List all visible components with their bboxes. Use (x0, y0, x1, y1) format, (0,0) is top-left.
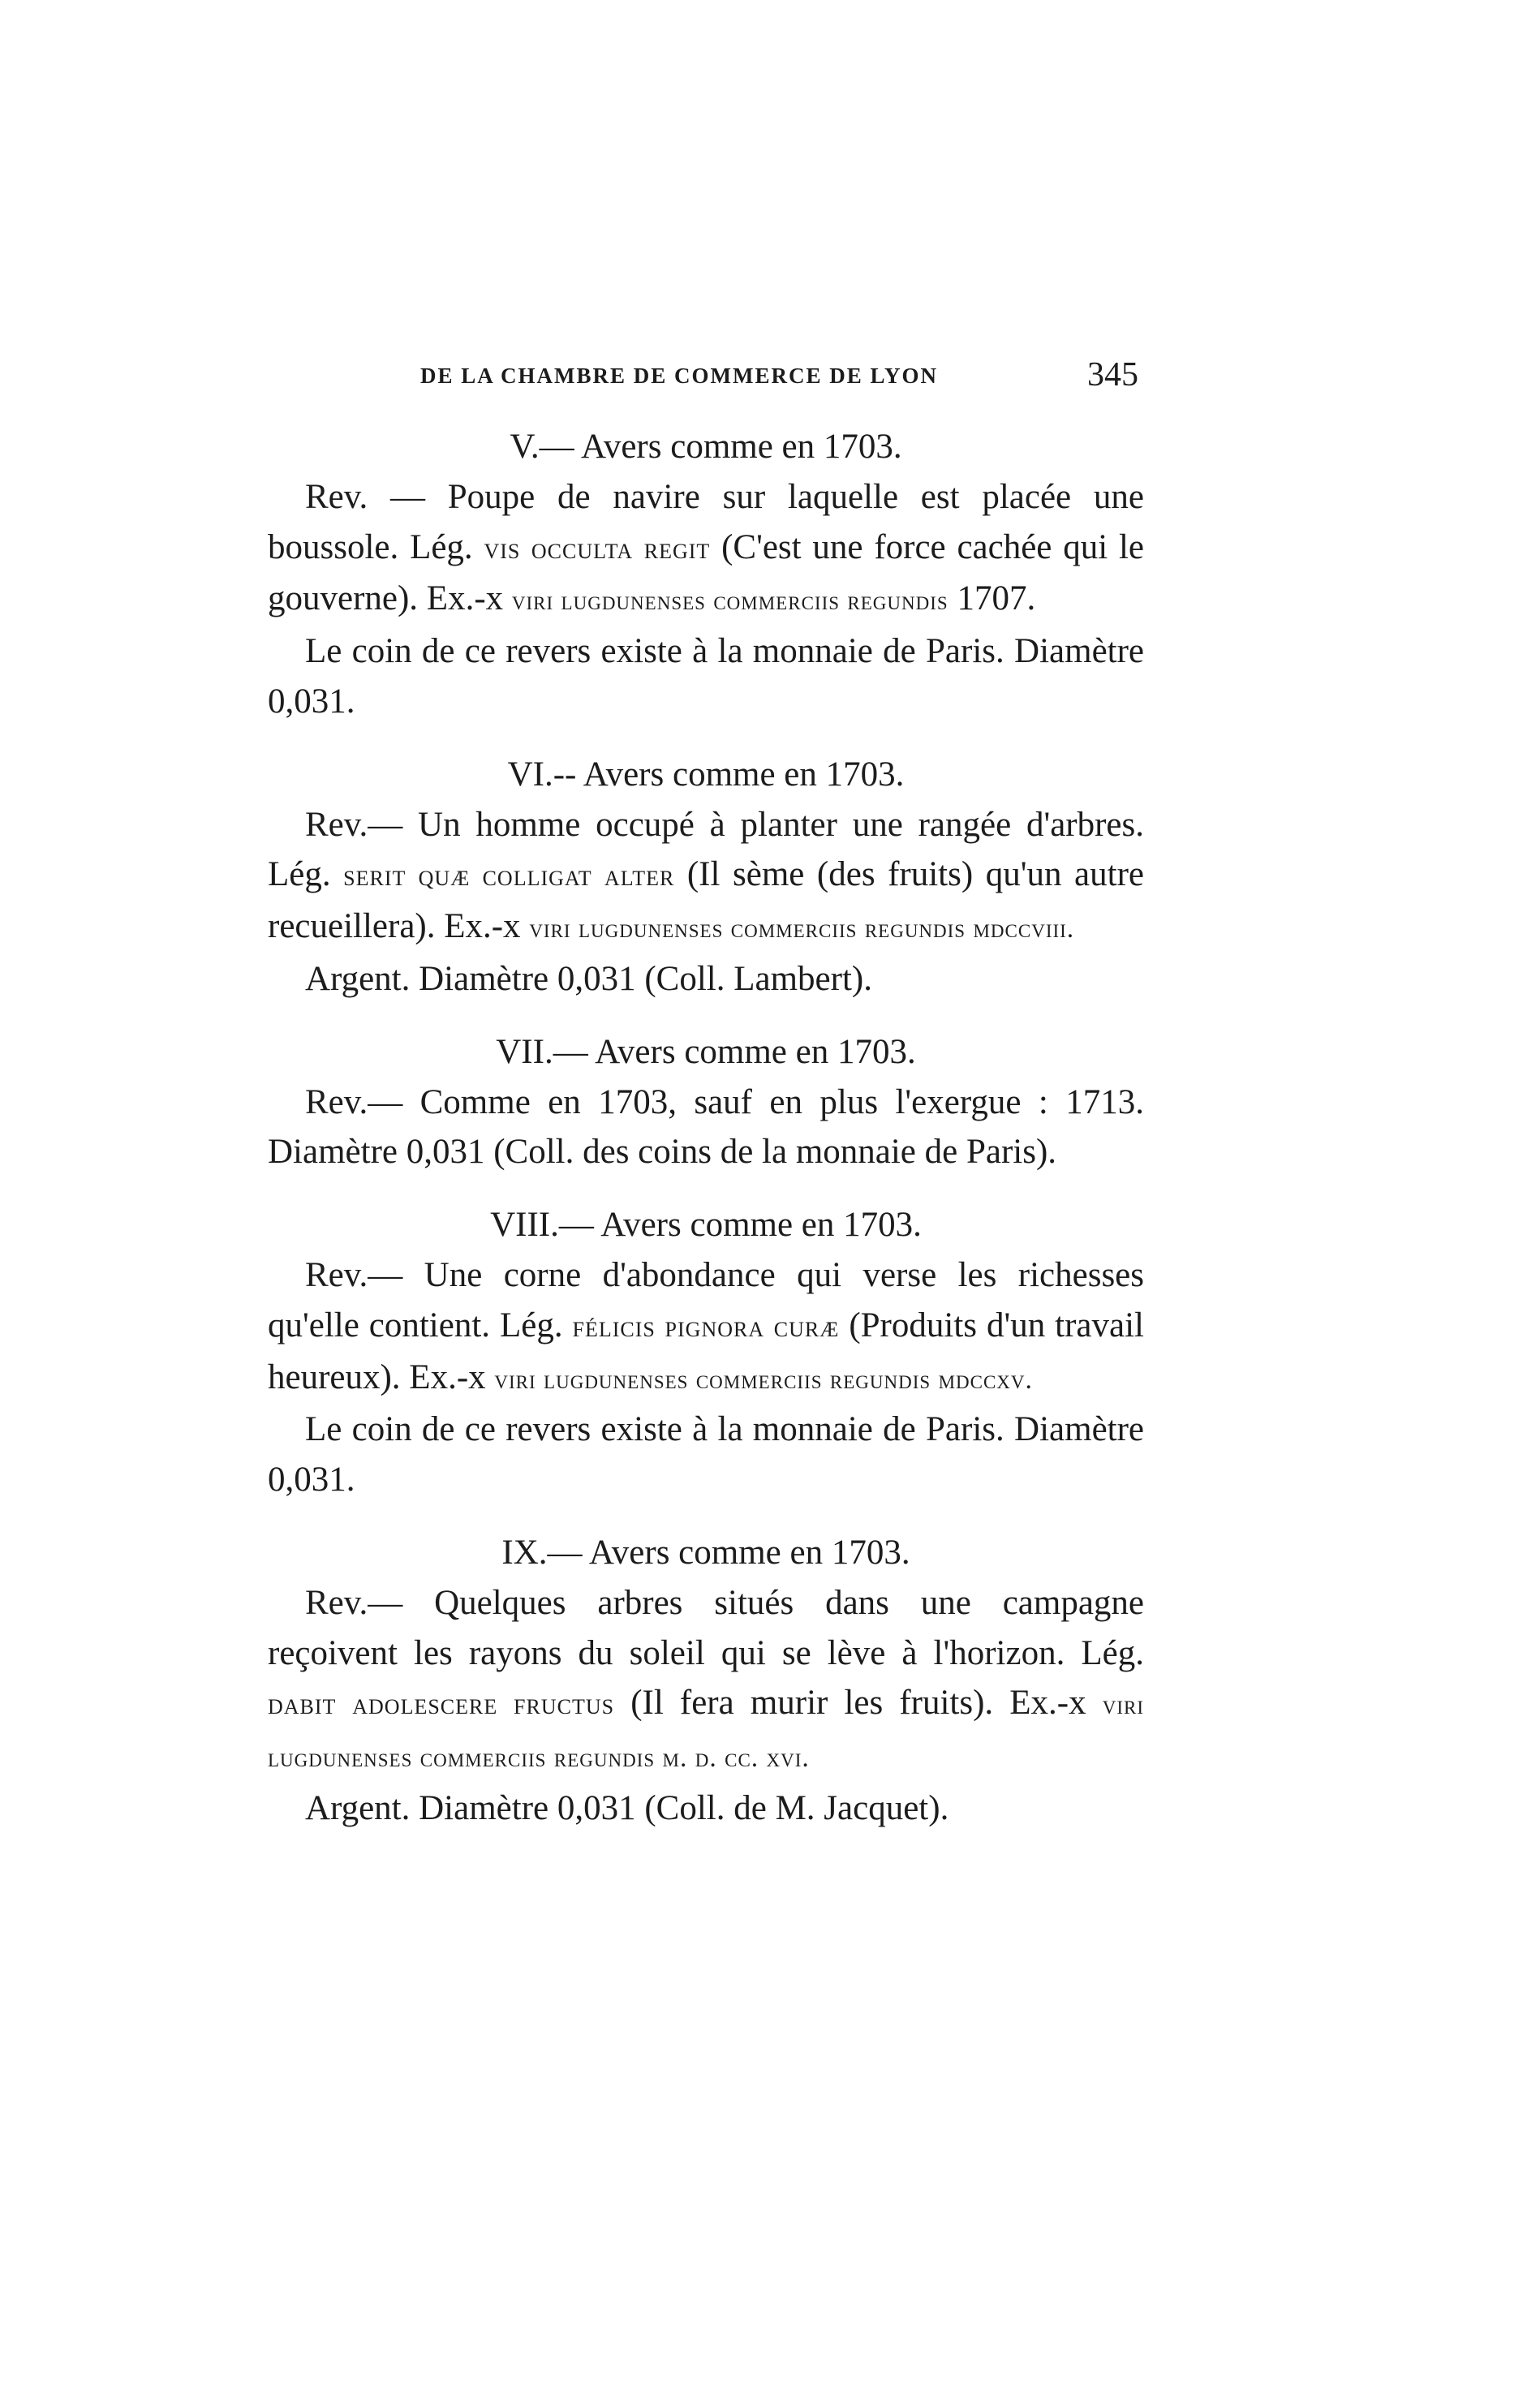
reverse-description (268, 800, 1144, 954)
running-head-title: DE LA CHAMBRE DE COMMERCE DE LYON (420, 364, 939, 388)
entry-ix (268, 1528, 1144, 1834)
legend-text: serit quæ colligat alter (343, 858, 675, 893)
legend-translation: (Il sème (des fruits) qu'un autre recueillera). Ex.-x (268, 855, 1144, 946)
reverse-text: Rev.— Une corne d'abondance qui verse les richesses qu'elle contient. Lég. (268, 1255, 1144, 1344)
legend-translation: (C'est une force cachée qui le gouverne). Ex.-x (268, 527, 1144, 618)
entry-vi (268, 750, 1144, 1005)
entry-heading: VIII.— Avers comme en 1703. (490, 1206, 922, 1245)
page-number: 345 (1087, 356, 1138, 394)
exergue-text: viri lugdunenses commerciis regundis m. d. cc. xvi. (268, 1690, 1144, 1774)
exergue-date: 1707. (948, 579, 1036, 618)
reverse-description (268, 1250, 1144, 1405)
page-body (268, 422, 1144, 1834)
entry-note: Argent. Diamètre 0,031 (Coll. Lambert). (305, 959, 872, 998)
reverse-text: Rev. — Poupe de navire sur laquelle est placée une boussole. Lég. (268, 477, 1144, 566)
reverse-description: Rev.— Comme en 1703, sauf en plus l'exergue : 1713. Diamètre 0,031 (Coll. des coins de la monnaie de Paris). (268, 1082, 1144, 1172)
entry-heading: IX.— Avers comme en 1703. (501, 1533, 910, 1572)
legend-translation: (Produits d'un travail heureux). Ex.-x (268, 1306, 1144, 1396)
exergue-text: viri lugdunenses commerciis regundis mdccviii. (529, 914, 1075, 944)
entry-heading: VII.— Avers comme en 1703. (496, 1032, 916, 1071)
entry-heading: VI.-- Avers comme en 1703. (507, 755, 905, 794)
reverse-description (268, 472, 1144, 626)
entry-viii (268, 1200, 1144, 1505)
entry-note: Argent. Diamètre 0,031 (Coll. de M. Jacquet). (305, 1788, 949, 1827)
exergue-text: viri lugdunenses commerciis regundis mdccxv. (494, 1364, 1033, 1395)
legend-text: dabit adolescere fructus (268, 1687, 615, 1722)
reverse-description (268, 1578, 1144, 1783)
entry-note: Le coin de ce revers existe à la monnaie de Paris. Diamètre 0,031. (268, 632, 1144, 721)
legend-translation: (Il fera murir les fruits). Ex.-x (614, 1684, 1103, 1723)
entry-heading: V.— Avers comme en 1703. (510, 428, 902, 466)
reverse-text: Rev.— Un homme occupé à planter une rangée d'arbres. Lég. (268, 805, 1144, 894)
legend-text: félicis pignora curæ (572, 1309, 840, 1344)
legend-text: vis occulta regit (484, 531, 711, 566)
exergue-text: viri lugdunenses commerciis regundis (511, 586, 949, 617)
entry-note: Le coin de ce revers existe à la monnaie de Paris. Diamètre 0,031. (268, 1410, 1144, 1499)
reverse-text: Rev.— Quelques arbres situés dans une campagne reçoivent les rayons du soleil qui se lève à l'horizon. Lég. (268, 1583, 1144, 1672)
entry-vii (268, 1027, 1144, 1177)
entry-v (268, 422, 1144, 727)
